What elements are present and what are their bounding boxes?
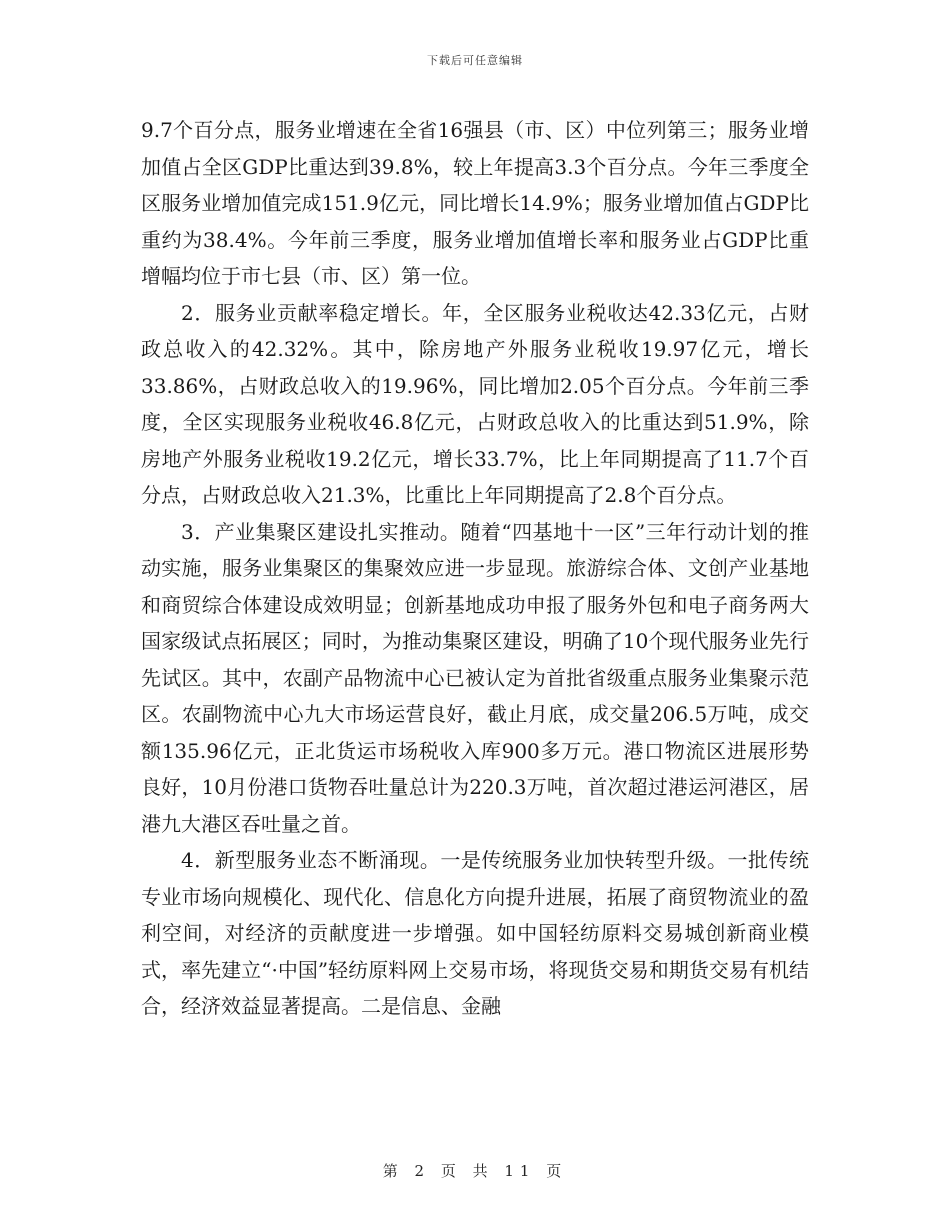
paragraph-continued: 9.7个百分点，服务业增速在全省16强县（市、区）中位列第三；服务业增加值占全区GDP比重达到39.8%，较上年提高3.3个百分点。今年三季度全区服务业增加值完成151.9亿元，同比增长14.9%；服务业增加值占GDP比重约为38.4%。今年前三季度，服务业增加值增长率和服务业占GDP比重增幅均位于市七县（市、区）第一位。 [141, 118, 809, 288]
paragraph-new-business-forms: 4．新型服务业态不断涌现。一是传统服务业加快转型升级。一批传统专业市场向规模化、现代化、信息化方向提升进展，拓展了商贸物流业的盈利空间，对经济的贡献度进一步增强。如中国轻纺原料交易城创新商业模式，率先建立“·中国”轻纺原料网上交易市场，将现货交易和期货交易有机结合，经济效益显著提高。二是信息、金融 [141, 848, 809, 1018]
paragraph-industry-cluster: 3．产业集聚区建设扎实推动。随着“四基地十一区”三年行动计划的推动实施，服务业集聚区的集聚效应进一步显现。旅游综合体、文创产业基地和商贸综合体建设成效明显；创新基地成功申报了服务外包和电子商务两大国家级试点拓展区；同时，为推动集聚区建设，明确了10个现代服务业先行先试区。其中，农副产品物流中心已被认定为首批省级重点服务业集聚示范区。农副物流中心九大市场运营良好，截止月底，成交量206.5万吨，成交额135.96亿元，正北货运市场税收入库900多万元。港口物流区进展形势良好，10月份港口货物吞吐量总计为220.3万吨，首次超过港运河港区，居港九大港区吞吐量之首。 [141, 519, 809, 836]
page-number-footer: 第 2 页 共 11 页 [382, 1162, 568, 1180]
paragraph-service-contribution: 2．服务业贡献率稳定增长。年，全区服务业税收达42.33亿元，占财政总收入的42.32%。其中，除房地产外服务业税收19.97亿元，增长33.86%，占财政总收入的19.96%，同比增加2.05个百分点。今年前三季度，全区实现服务业税收46.8亿元，占财政总收入的比重达到51.9%，除房地产外服务业税收19.2亿元，增长33.7%，比上年同期提高了11.7个百分点，占财政总收入21.3%，比重比上年同期提高了2.8个百分点。 [141, 300, 809, 507]
document-body [141, 112, 809, 1025]
page-header-note: 下载后可任意编辑 [427, 54, 523, 67]
